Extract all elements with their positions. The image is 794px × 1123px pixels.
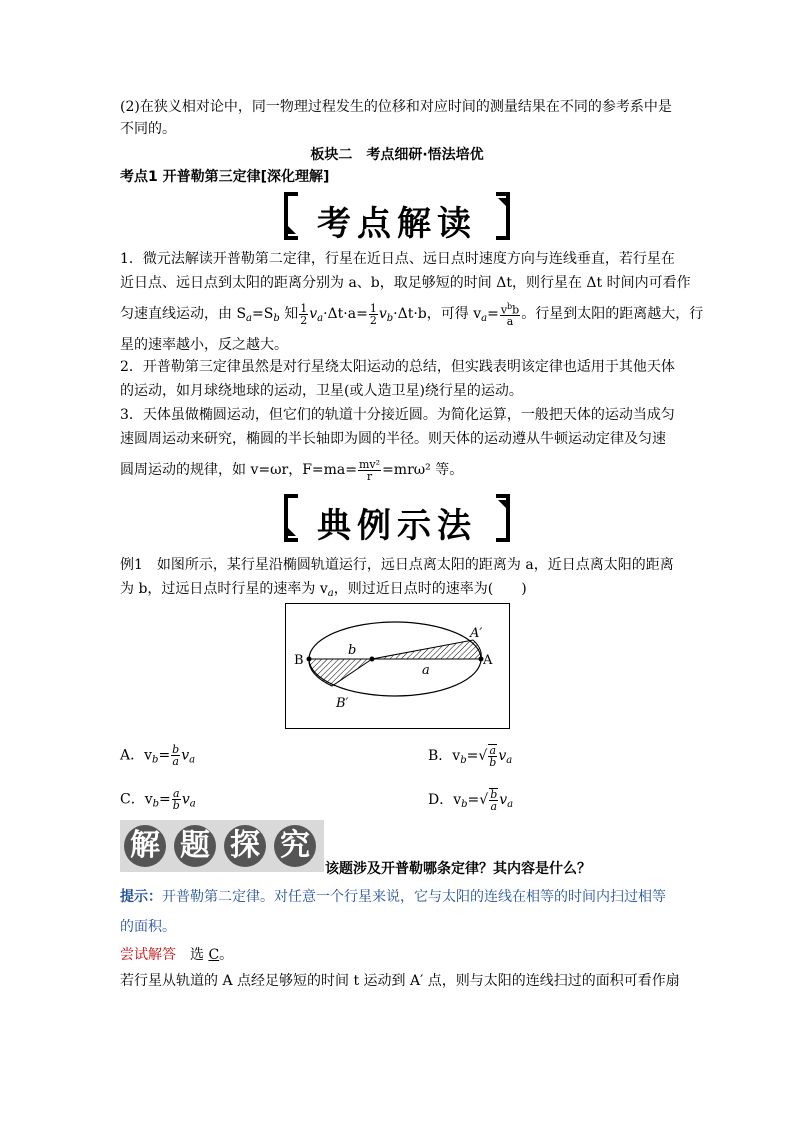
banner-kaodian-jiedu (284, 192, 510, 244)
p1-line4: 星的速率越小，反之越大。 (120, 337, 288, 353)
last-line: 若行星从轨道的 A 点经足够短的时间 t 运动到 A′ 点，则与太阳的连线扫过的面积可看作扇 (120, 973, 680, 989)
option-c: C．$v_b=$ $\frac{a}{b}$ $v_a$ (120, 787, 196, 812)
badge-char: 题 (174, 825, 216, 867)
paragraph-sr-line2: 不同的。 (120, 121, 176, 137)
label-A-prime: A′ (470, 626, 483, 641)
sun-point (370, 657, 375, 662)
example-line2: 为 b，过远日点时行星的速率为 $v_a$，则过近日点时的速率为( ) (120, 581, 527, 599)
try-answer-line: 尝试解答 选 C。 (120, 947, 234, 963)
sqrt-icon: √ (478, 748, 488, 764)
orbit-diagram (285, 603, 510, 729)
p1-line3: 匀速直线运动，由 $S_a=S_b$ 知 $\frac{1}{2}$ $v_a\cdot\Delta t\cdot a=$ $\frac{1}{2}$ $v_b\cdot\Delta t\cdot b$，可得 $v_a=$ $\frac{v^bb}{a}$ 。行星到太阳的距离越大，行 (120, 301, 704, 329)
banner-title: 考点解读 (317, 204, 477, 244)
badge-char: 探 (224, 825, 266, 867)
hint-line2: 的面积。 (120, 919, 176, 935)
p1-line2: 近日点、远日点到太阳的距离分别为 a、b，取足够短的时间 Δt，则行星在 Δt 时间内可看作 (120, 275, 691, 291)
fraction-half: $\frac{1}{2}$ (300, 301, 308, 327)
hatched-sector-a (372, 640, 481, 659)
paragraph-sr-line1: (2)在狭义相对论中，同一物理过程发生的位移和对应时间的测量结果在不同的参考系中是 (120, 99, 672, 115)
section-title: 板块二 考点细研·悟法培优 (310, 147, 484, 163)
option-d: D．$v_b=√$ $\frac{b}{a}$ $v_a$ (428, 788, 514, 813)
label-B-prime: B′ (336, 696, 349, 711)
label-b: b (348, 643, 357, 658)
p2-line2: 的运动，如月球绕地球的运动，卫星(或人造卫星)绕行星的运动。 (120, 383, 523, 399)
fraction-vb-over-a: $\frac{v^bb}{a}$ (500, 301, 520, 329)
ellipse-orbit-figure (286, 604, 509, 728)
p3-line3: 圆周运动的规律，如 v=ωr，F=ma= $\frac{\text{mv²}}{r}$ =mrω² 等。 (120, 457, 464, 483)
p2-line1: 2．开普勒第三定律虽然是对行星绕太阳运动的总结，但实践表明该定律也适用于其他天体 (120, 359, 675, 375)
badge-char: 解 (124, 825, 166, 867)
corner-triangle-icon (498, 500, 506, 508)
banner-title: 典例示法 (317, 506, 477, 546)
option-a: A．$v_b=$ $\frac{b}{a}$ $v_a$ (120, 743, 196, 768)
label-a: a (422, 663, 430, 678)
point-b (307, 657, 312, 662)
hatched-sector-b (309, 659, 372, 686)
option-b: B．$v_b=√$ $\frac{a}{b}$ $v_a$ (428, 744, 513, 769)
corner-triangle-icon (498, 198, 506, 206)
banner-dianli-shifa (284, 494, 510, 546)
p3-line1: 3．天体虽做椭圆运动，但它们的轨道十分接近圆。为简化运算，一般把天体的运动当成匀 (120, 407, 675, 423)
jieti-tanjiu-badge (120, 820, 324, 872)
answer-choice: C (208, 947, 220, 963)
kaodian-title: 考点1 开普勒第三定律[深化理解] (120, 169, 330, 185)
label-B: B (294, 653, 304, 668)
question-text: 该题涉及开普勒哪条定律？其内容是什么？ (325, 861, 591, 877)
badge-char: 究 (274, 825, 316, 867)
try-label: 尝试解答 (120, 947, 176, 963)
hint-line1: 提示：开普勒第二定律。对任意一个行星来说，它与太阳的连线在相等的时间内扫过相等 (120, 889, 666, 905)
fraction-mv2-over-r: $\frac{\text{mv²}}{r}$ (359, 457, 381, 483)
label-A: A (483, 653, 493, 668)
hint-label: 提示： (120, 889, 162, 905)
fraction-half: $\frac{1}{2}$ (369, 301, 377, 327)
p3-line2: 速圆周运动来研究，椭圆的半长轴即为圆的半径。则天体的运动遵从牛顿运动定律及匀速 (120, 431, 666, 447)
example-line1: 例1 如图所示，某行星沿椭圆轨道运行，远日点离太阳的距离为 a，近日点离太阳的距离 (120, 557, 674, 573)
sqrt-icon: √ (479, 792, 489, 808)
p1-line1: 1．微元法解读开普勒第二定律，行星在近日点、远日点时速度方向与连线垂直，若行星在 (120, 251, 675, 267)
